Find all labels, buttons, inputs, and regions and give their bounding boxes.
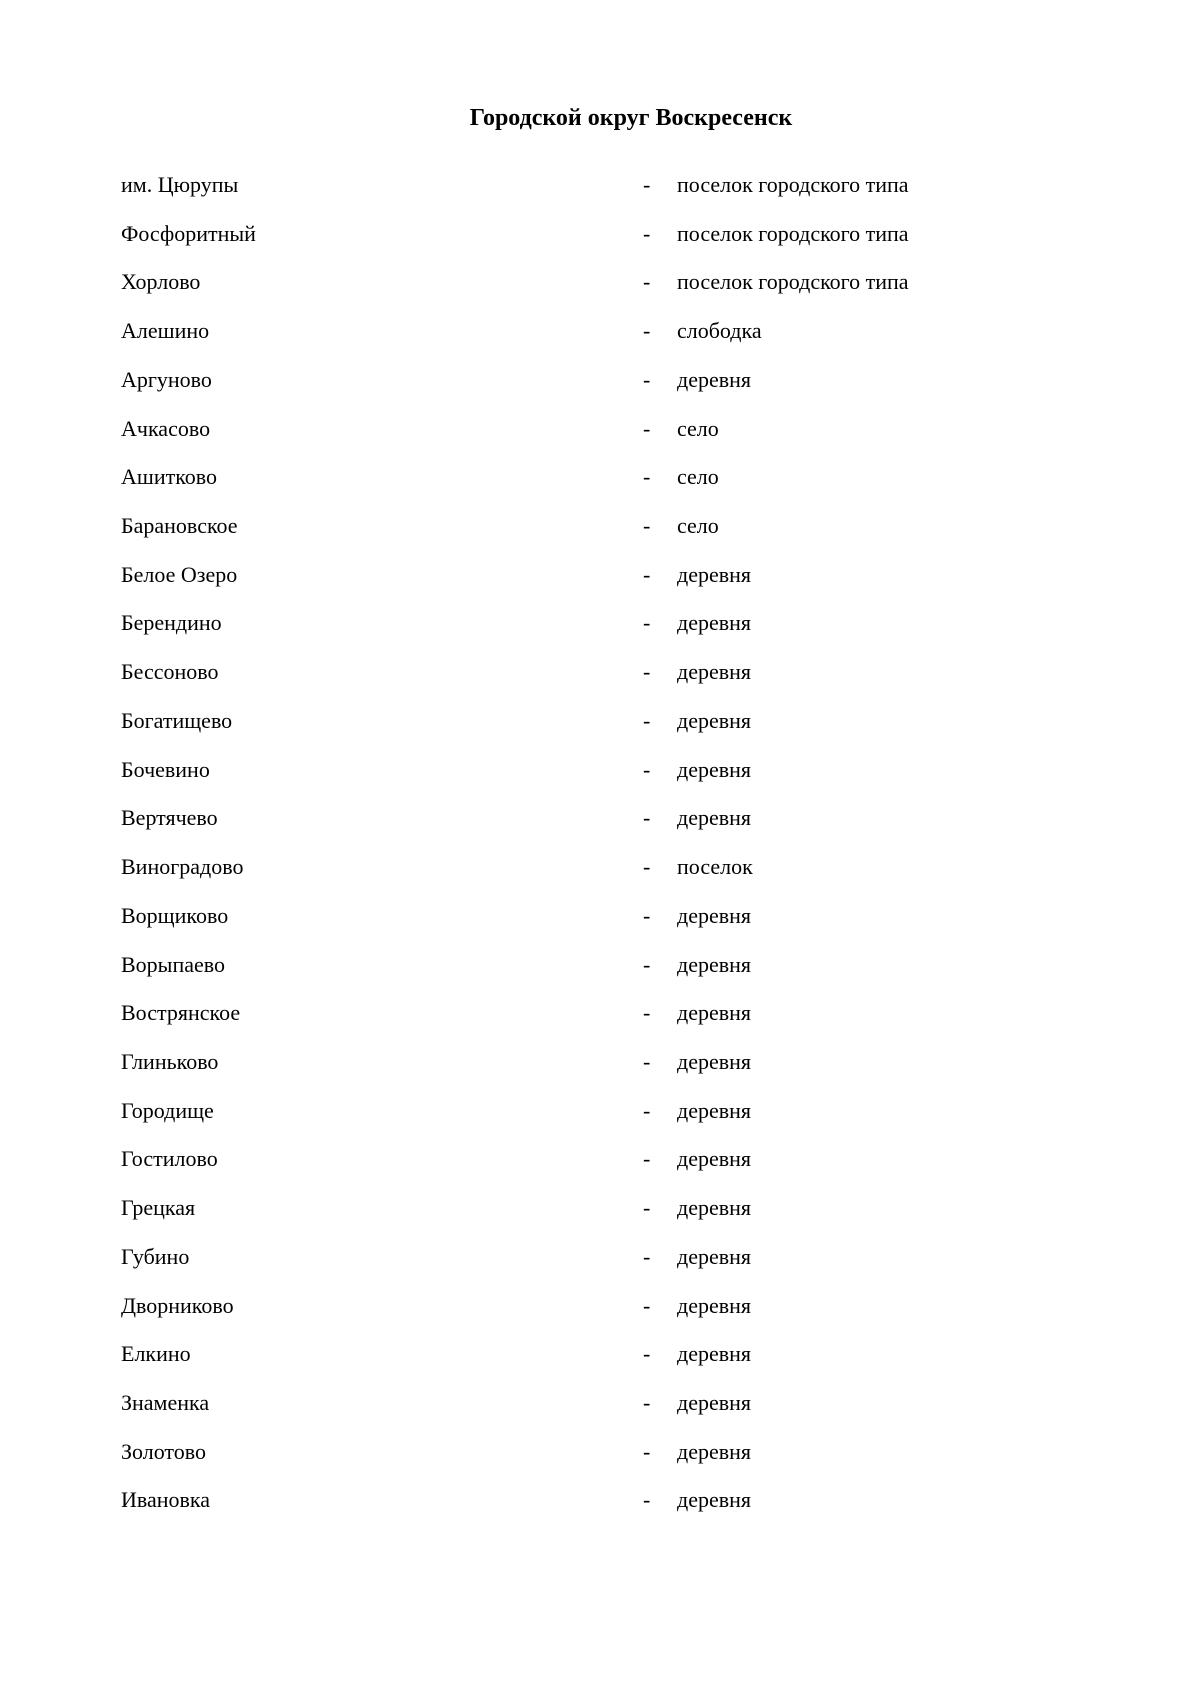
settlement-name: Ачкасово [121, 415, 211, 441]
settlement-name: Гостилово [121, 1146, 218, 1172]
settlement-type: деревня [677, 366, 752, 392]
settlement-name: Губино [121, 1243, 190, 1269]
settlement-row [121, 560, 1021, 609]
settlement-type: поселок городского типа [677, 172, 909, 197]
settlement-row [121, 1291, 1021, 1340]
document-title: Городской округ Воскресенск [469, 105, 793, 131]
settlement-type: деревня [677, 1195, 752, 1221]
settlement-separator: - [643, 464, 651, 490]
settlement-type: село [677, 464, 719, 490]
settlement-name: Берендино [121, 610, 222, 636]
settlement-separator: - [643, 513, 651, 539]
settlement-separator: - [643, 318, 651, 344]
settlement-row [121, 462, 1021, 511]
settlement-type: деревня [677, 1292, 752, 1318]
settlement-row [121, 1047, 1021, 1096]
settlement-name: Вострянское [121, 1000, 241, 1026]
settlement-name: Ашитково [121, 464, 218, 490]
settlement-separator: - [643, 269, 651, 295]
settlement-row [121, 1437, 1021, 1486]
settlement-separator: - [643, 1341, 651, 1367]
settlement-type: деревня [677, 1048, 752, 1074]
settlement-separator: - [643, 756, 651, 782]
settlement-name: Знаменка [121, 1389, 210, 1415]
settlement-separator: - [643, 1487, 651, 1513]
settlement-type: деревня [677, 610, 752, 636]
settlement-separator: - [643, 1048, 651, 1074]
settlement-row [121, 1388, 1021, 1437]
settlement-name: Бессоново [121, 659, 219, 685]
settlement-type: деревня [677, 1438, 752, 1464]
settlement-separator: - [643, 1097, 651, 1123]
settlement-separator: - [643, 1438, 651, 1464]
settlement-separator: - [643, 951, 651, 977]
settlement-type: деревня [677, 1243, 752, 1269]
settlement-separator: - [643, 805, 651, 831]
settlement-name: Алешино [121, 318, 210, 344]
settlement-separator: - [643, 659, 651, 685]
settlement-row [121, 1339, 1021, 1388]
settlement-name: Фосфоритный [121, 220, 256, 246]
settlement-separator: - [643, 854, 651, 880]
settlement-row [121, 1144, 1021, 1193]
settlement-separator: - [643, 1000, 651, 1026]
settlement-name: Белое Озеро [121, 561, 238, 587]
settlement-separator: - [643, 366, 651, 392]
settlement-row [121, 901, 1021, 950]
settlement-row [121, 950, 1021, 999]
settlement-separator: - [643, 610, 651, 636]
settlement-row [121, 170, 1021, 219]
settlement-type: деревня [677, 707, 752, 733]
settlement-separator: - [643, 415, 651, 441]
settlement-name: Вертячево [121, 805, 218, 831]
settlement-separator: - [643, 1292, 651, 1318]
settlement-name: Золотово [121, 1438, 206, 1464]
settlement-type: деревня [677, 1097, 752, 1123]
settlement-separator: - [643, 172, 651, 197]
settlement-row [121, 267, 1021, 316]
settlement-type: деревня [677, 1487, 752, 1513]
settlement-type: деревня [677, 659, 752, 685]
settlement-type: деревня [677, 561, 752, 587]
settlement-name: Грецкая [121, 1195, 196, 1221]
settlement-row [121, 1242, 1021, 1291]
settlement-type: деревня [677, 1146, 752, 1172]
settlement-row [121, 1096, 1021, 1145]
settlement-type: поселок городского типа [677, 220, 909, 246]
settlement-name: им. Цюрупы [121, 172, 239, 197]
settlement-name: Дворниково [121, 1292, 234, 1318]
settlement-type: деревня [677, 1389, 752, 1415]
settlement-row [121, 706, 1021, 755]
settlement-name: Ворыпаево [121, 951, 225, 977]
settlement-name: Елкино [121, 1341, 191, 1367]
settlement-row [121, 998, 1021, 1047]
settlement-name: Бочевино [121, 756, 210, 782]
settlement-row [121, 1485, 1021, 1534]
settlement-type: деревня [677, 805, 752, 831]
settlement-type: село [677, 415, 719, 441]
settlement-name: Глиньково [121, 1048, 219, 1074]
settlement-type: деревня [677, 756, 752, 782]
settlement-row [121, 803, 1021, 852]
settlement-separator: - [643, 220, 651, 246]
settlement-type: деревня [677, 1341, 752, 1367]
settlement-separator: - [643, 707, 651, 733]
settlement-row [121, 657, 1021, 706]
settlement-row [121, 219, 1021, 268]
settlement-row [121, 1193, 1021, 1242]
settlement-row [121, 414, 1021, 463]
settlement-type: деревня [677, 951, 752, 977]
settlement-name: Городище [121, 1097, 214, 1123]
settlement-row [121, 608, 1021, 657]
settlement-name: Богатищево [121, 707, 233, 733]
settlement-separator: - [643, 902, 651, 928]
settlement-name: Барановское [121, 513, 238, 539]
settlement-list [121, 170, 1021, 1534]
settlement-separator: - [643, 1146, 651, 1172]
settlement-row [121, 316, 1021, 365]
settlement-separator: - [643, 561, 651, 587]
settlement-row [121, 755, 1021, 804]
settlement-name: Хорлово [121, 269, 201, 295]
settlement-type: село [677, 513, 719, 539]
settlement-name: Виноградово [121, 854, 244, 880]
settlement-row [121, 852, 1021, 901]
settlement-type: деревня [677, 902, 752, 928]
settlement-separator: - [643, 1243, 651, 1269]
settlement-type: слободка [677, 318, 762, 344]
settlement-name: Ивановка [121, 1487, 211, 1513]
settlement-separator: - [643, 1195, 651, 1221]
settlement-type: поселок городского типа [677, 269, 909, 295]
settlement-row [121, 365, 1021, 414]
settlement-type: поселок [677, 854, 753, 880]
settlement-row [121, 511, 1021, 560]
settlement-name: Ворщиково [121, 902, 229, 928]
settlement-type: деревня [677, 1000, 752, 1026]
settlement-name: Аргуново [121, 366, 212, 392]
settlement-separator: - [643, 1389, 651, 1415]
